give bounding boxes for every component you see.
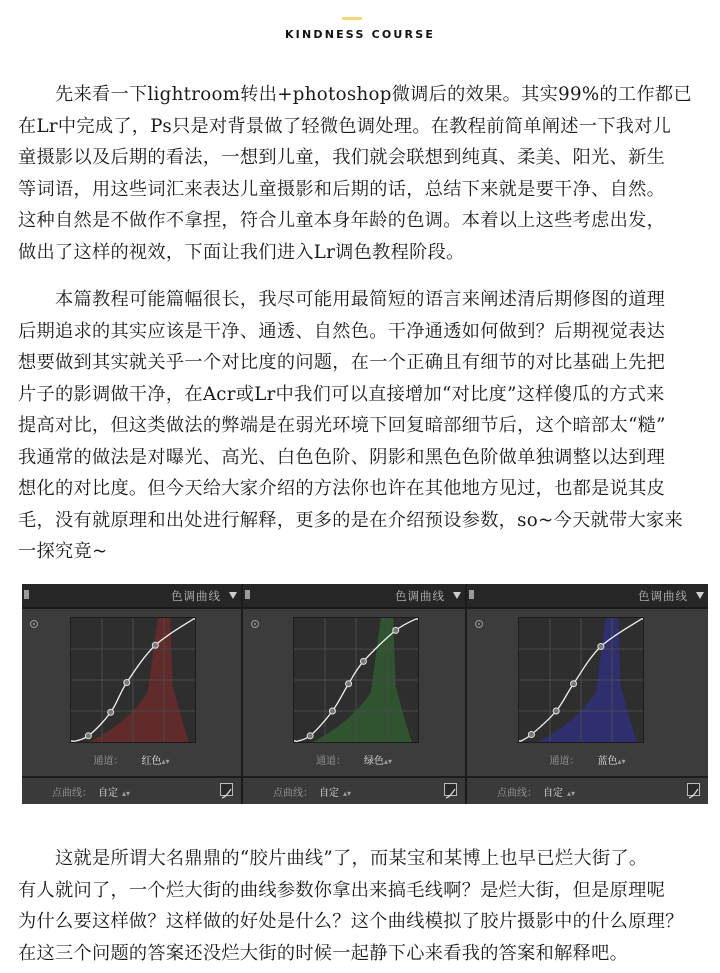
collapse-triangle-icon[interactable] <box>453 592 461 599</box>
point-curve-selector[interactable] <box>52 784 130 799</box>
panel-title: 色调曲线 <box>171 589 221 603</box>
point-curve-selector[interactable] <box>497 784 575 799</box>
point-curve-label: 点曲线： <box>52 788 92 799</box>
channel-value: 蓝色 <box>597 756 618 767</box>
channel-selector[interactable] <box>243 752 465 767</box>
point-curve-label: 点曲线： <box>497 788 537 799</box>
text-line: 本篇教程可能篇幅很长，我尽可能用最简短的语言来阐述清后期修图的道理 <box>55 289 666 310</box>
text-line: 做出了这样的视效，下面让我们进入Lr调色教程阶段。 <box>18 241 465 263</box>
panel-footer <box>243 776 465 804</box>
panel-title: 色调曲线 <box>395 589 445 603</box>
curve-graph[interactable] <box>518 617 644 743</box>
paragraph-contrast <box>18 284 708 568</box>
updown-icon: ▴▾ <box>567 789 576 798</box>
collapse-triangle-icon[interactable] <box>229 592 237 599</box>
text-line: 想要做到其实就关乎一个对比度的问题，在一个正确且有细节的对比基础上先把 <box>18 352 666 373</box>
panel-header <box>22 584 241 609</box>
curve-plot <box>71 618 195 742</box>
point-curve-value: 自定 <box>543 788 563 799</box>
text-line: 为什么要这样做？这样做的好处是什么？这个曲线模拟了胶片摄影中的什么原理？ <box>18 911 684 932</box>
channel-selector[interactable] <box>467 752 708 767</box>
curve-plot <box>294 618 418 742</box>
text-line: 一探究竟~ <box>18 541 108 562</box>
brand-title: KINDNESS COURSE <box>284 28 436 41</box>
tone-curve-panel-red <box>22 584 243 804</box>
text-line: 有人就问了，一个烂大街的曲线参数你拿出来搞毛线啊？是烂大街，但是原理呢 <box>18 879 666 901</box>
updown-icon: ▴▾ <box>122 789 131 798</box>
panel-grip-icon <box>24 590 29 599</box>
text-line: 在这三个问题的答案还没烂大街的时候一起静下心来看我的答案和解释吧。 <box>18 942 629 964</box>
panel-footer <box>467 776 708 804</box>
panel-grip-icon <box>469 590 474 599</box>
target-adjust-icon[interactable] <box>251 620 259 628</box>
target-adjust-icon[interactable] <box>475 620 483 628</box>
collapse-triangle-icon[interactable] <box>696 592 704 599</box>
tone-curve-panel-blue <box>467 584 708 804</box>
paragraph-intro <box>18 79 708 268</box>
target-adjust-icon[interactable] <box>30 620 38 628</box>
text-line: 想化的对比度。但今天给大家介绍的方法你也许在其他地方见过，也都是说其皮 <box>18 478 666 499</box>
text-line: 我通常的做法是对曝光、高光、白色色阶、阴影和黑色色阶做单独调整以达到理 <box>18 446 666 468</box>
panel-footer <box>22 776 241 804</box>
text-line: 先来看一下lightroom转出+photoshop微调后的效果。其实99%的工作都已 <box>55 84 692 105</box>
text-line: 后期追求的其实应该是干净、通透、自然色。干净通透如何做到？后期视觉表达 <box>18 320 666 342</box>
text-line: 等词语，用这些词汇来表达儿童摄影和后期的话，总结下来就是要干净、自然。 <box>18 178 666 200</box>
channel-label: 通道： <box>549 756 580 767</box>
point-curve-label: 点曲线： <box>273 788 313 799</box>
text-line: 这种自然是不做作不拿捏，符合儿童本身年龄的色调。本着以上这些考虑出发， <box>18 210 666 231</box>
point-curve-value: 自定 <box>98 788 118 799</box>
point-curve-value: 自定 <box>319 788 339 799</box>
updown-icon: ▴▾ <box>383 757 393 766</box>
curve-edit-icon[interactable] <box>687 783 700 796</box>
channel-label: 通道： <box>315 756 346 767</box>
text-line: 在Lr中完成了，Ps只是对背景做了轻微色调处理。在教程前简单阐述一下我对儿 <box>18 115 672 137</box>
channel-label: 通道： <box>93 756 124 767</box>
curve-edit-icon[interactable] <box>220 783 233 796</box>
header-accent-bar <box>342 17 362 20</box>
text-line: 这就是所谓大名鼎鼎的“胶片曲线”了，而某宝和某博上也早已烂大街了。 <box>55 848 648 869</box>
updown-icon: ▴▾ <box>617 757 626 766</box>
curve-graph[interactable] <box>293 617 419 743</box>
updown-icon: ▴▾ <box>343 789 352 798</box>
channel-value: 绿色 <box>363 756 384 767</box>
curve-graph[interactable] <box>70 617 196 743</box>
text-line: 片子的影调做干净，在Acr或Lr中我们可以直接增加“对比度”这样傻瓜的方式来 <box>18 383 665 405</box>
updown-icon: ▴▾ <box>161 757 170 766</box>
panel-grip-icon <box>245 590 250 599</box>
channel-selector[interactable] <box>22 752 241 767</box>
tone-curve-panel-green <box>243 584 467 804</box>
tone-curve-screenshot <box>22 584 708 804</box>
point-curve-selector[interactable] <box>273 784 351 799</box>
paragraph-film-curve <box>18 843 708 969</box>
panel-title: 色调曲线 <box>638 589 688 603</box>
panel-header <box>243 584 465 609</box>
curve-plot <box>519 618 643 742</box>
text-line: 提高对比，但这类做法的弊端是在弱光环境下回复暗部细节后，这个暗部太“糙” <box>18 415 666 436</box>
channel-value: 红色 <box>141 756 162 767</box>
text-line: 毛，没有就原理和出处进行解释，更多的是在介绍预设参数，so~今天就带大家来 <box>18 509 683 531</box>
text-line: 童摄影以及后期的看法，一想到儿童，我们就会联想到纯真、柔美、阳光、新生 <box>18 147 666 168</box>
panel-header <box>467 584 708 609</box>
curve-edit-icon[interactable] <box>444 783 457 796</box>
